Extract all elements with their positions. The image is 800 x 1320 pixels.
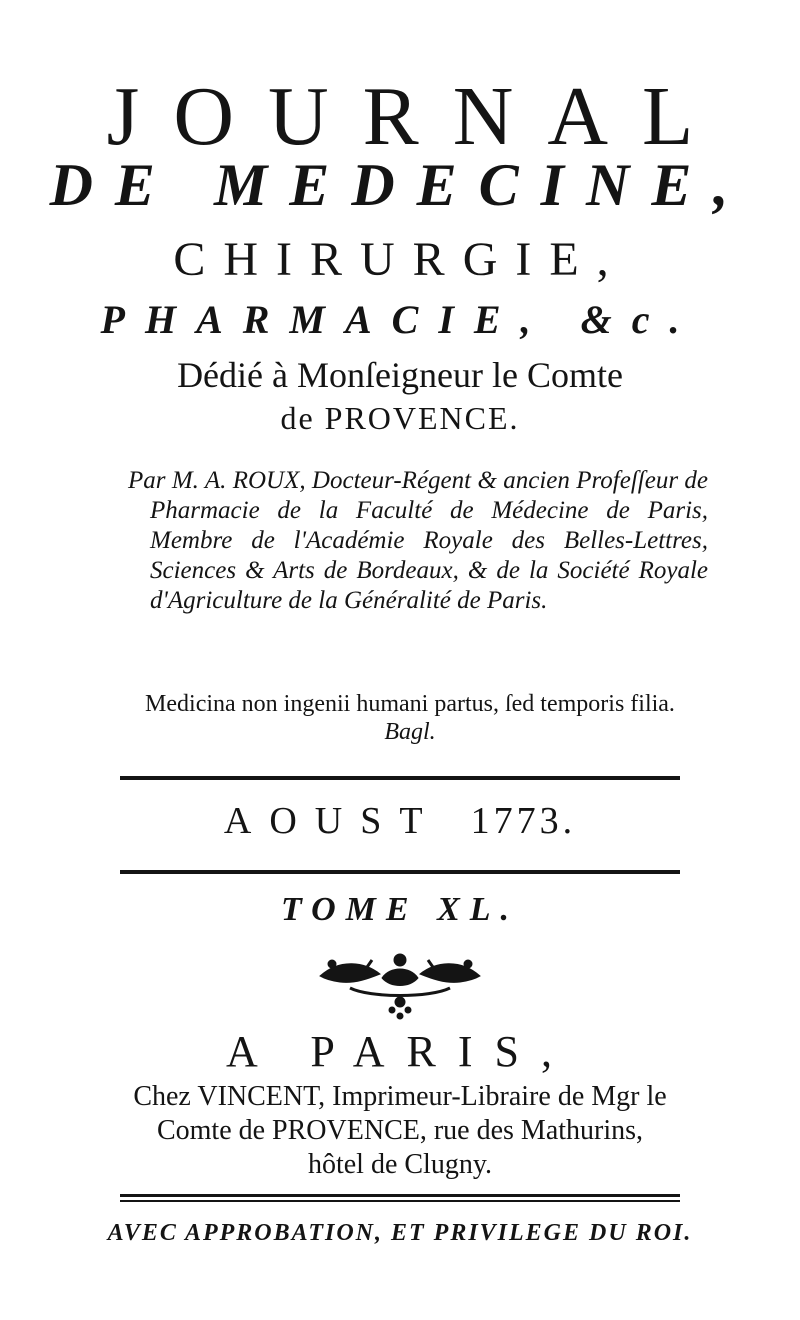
- motto: [120, 690, 700, 746]
- imprint-line-2: Comte de PROVENCE, rue des Mathurins,: [156, 1115, 644, 1146]
- dedication-line-2: de PROVENCE.: [280, 400, 520, 436]
- divider-rule: [120, 776, 680, 780]
- imprint-line-1: Chez VINCENT, Imprimeur-Libraire de Mgr le: [133, 1081, 667, 1112]
- issue-year: 1773.: [470, 800, 577, 842]
- title-chirurgie: CHIRURGIE,: [173, 233, 627, 286]
- printer-imprint: [90, 1080, 710, 1182]
- tome-number: TOME XL.: [280, 891, 520, 928]
- motto-citation: Bagl.: [384, 719, 436, 745]
- title-pharmacie: PHARMACIE, &c.: [100, 297, 700, 342]
- imprint-place: A PARIS,: [225, 1027, 575, 1076]
- divider-rule: [120, 870, 680, 874]
- author-text: Par M. A. ROUX, Docteur-Régent & ancien Profeſſeur de Pharmacie de la Faculté de Médecine de Paris, Membre de l'Académie Royale des Belles-Lettres, Sciences & Arts de Bordeaux, & de la Société Royale d'Agriculture de la Généralité de Paris.: [128, 467, 708, 614]
- title-medecine: DE MEDECINE,: [49, 152, 751, 218]
- journal-title: JOURNAL: [106, 70, 728, 163]
- floral-ornament-icon: [310, 948, 490, 1022]
- divider-rule-double-lower: [120, 1200, 680, 1202]
- dedication-line-1: Dédié à Monſeigneur le Comte: [177, 355, 623, 395]
- divider-rule-double: [120, 1194, 680, 1197]
- royal-privilege: AVEC APPROBATION, ET PRIVILEGE DU ROI.: [107, 1220, 693, 1246]
- imprint-line-3: hôtel de Clugny.: [307, 1149, 493, 1180]
- issue-date: [0, 798, 800, 844]
- issue-month: AOUST: [223, 800, 441, 842]
- author-statement: [128, 466, 708, 616]
- motto-text: Medicina non ingenii humani partus, ſed temporis filia.: [145, 691, 675, 717]
